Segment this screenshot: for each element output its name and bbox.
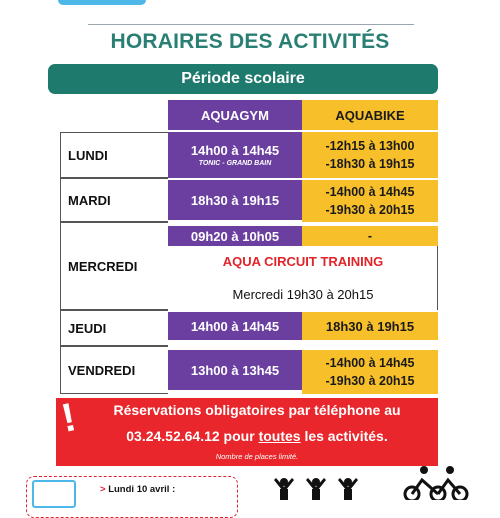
vendredi-aquabike-2: -19h30 à 20h15: [325, 374, 415, 388]
vendredi-aquabike: [302, 350, 438, 394]
reservation-rest: les activités.: [300, 428, 388, 444]
lundi-aquagym: [168, 132, 302, 178]
bottom-note-text: Lundi 10 avril :: [108, 484, 176, 495]
day-lundi: [60, 132, 168, 178]
mardi-aquabike-1: -14h00 à 14h45: [325, 185, 415, 199]
jeudi-aquabike: [302, 312, 438, 340]
bottom-note: [100, 484, 175, 495]
reservation-pour: pour: [219, 428, 259, 444]
header-aquagym-label: AQUAGYM: [201, 107, 269, 123]
lundi-aquabike: [302, 132, 438, 178]
mercredi-aquagym-time: 09h20 à 10h05: [190, 228, 280, 244]
mardi-aquabike-2: -19h30 à 20h15: [325, 203, 415, 217]
reservation-banner: [56, 395, 438, 466]
reservation-line1: Réservations obligatoires par téléphone au: [113, 402, 401, 418]
mercredi-aquabike-value: -: [367, 229, 373, 243]
title-rule: [88, 24, 414, 25]
day-mardi-label: MARDI: [68, 192, 111, 208]
day-mercredi: [60, 222, 168, 310]
mardi-aquabike: [302, 180, 438, 222]
aquagym-people-icon: [272, 476, 362, 500]
header-aquagym: [168, 100, 302, 130]
reservation-phone: 03.24.52.64.12: [126, 428, 220, 444]
page-title: HORAIRES DES ACTIVITÉS: [110, 30, 390, 53]
mercredi-aquagym: [168, 226, 302, 246]
reservation-line2: [76, 428, 438, 444]
day-lundi-label: LUNDI: [68, 147, 108, 163]
mercredi-aquabike: [302, 226, 438, 246]
mardi-aquagym-time: 18h30 à 19h15: [190, 192, 280, 208]
periode-banner: Période scolaire: [48, 64, 438, 94]
vendredi-aquagym: [168, 350, 302, 390]
jeudi-aquagym-time: 14h00 à 14h45: [190, 318, 280, 334]
day-mercredi-label: MERCREDI: [68, 258, 138, 274]
day-jeudi: [60, 310, 168, 346]
lundi-aquabike-1: -12h15 à 13h00: [325, 139, 415, 153]
aqua-circuit-time: Mercredi 19h30 à 20h15: [232, 287, 374, 302]
day-mardi: [60, 178, 168, 222]
jeudi-aquabike-time: 18h30 à 19h15: [325, 318, 415, 334]
header-aquabike-label: AQUABIKE: [335, 107, 405, 123]
lundi-aquagym-note: TONIC - GRAND BAIN: [198, 160, 272, 167]
jeudi-aquagym: [168, 312, 302, 340]
aquabike-bikes-icon: [398, 464, 478, 500]
day-vendredi-label: VENDREDI: [68, 362, 136, 378]
bottom-note-arrow: >: [100, 484, 106, 495]
day-vendredi: [60, 346, 168, 394]
lundi-aquabike-2: -18h30 à 19h15: [325, 157, 415, 171]
vendredi-aquabike-1: -14h00 à 14h45: [325, 356, 415, 370]
day-jeudi-label: JEUDI: [68, 320, 107, 336]
header-aquabike: [302, 100, 438, 130]
reservation-limit: Nombre de places limité.: [215, 452, 299, 461]
lundi-aquagym-time: 14h00 à 14h45: [190, 143, 280, 158]
vendredi-aquagym-time: 13h00 à 13h45: [190, 362, 280, 378]
calendar-icon: [32, 480, 76, 508]
aqua-circuit-title: AQUA CIRCUIT TRAINING: [222, 254, 384, 269]
top-accent-strip: [58, 0, 146, 5]
reservation-toutes: toutes: [258, 428, 301, 444]
exclamation-icon: !: [57, 395, 80, 441]
mardi-aquagym: [168, 180, 302, 220]
